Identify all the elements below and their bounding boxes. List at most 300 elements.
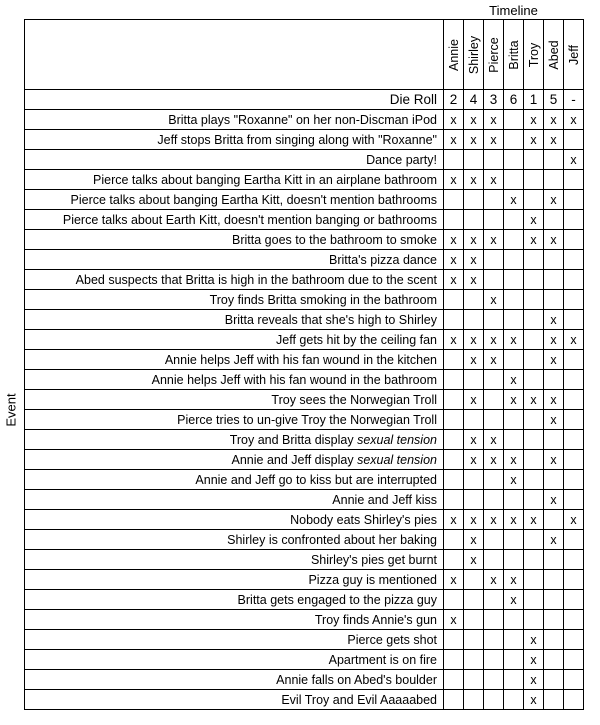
event-mark: x bbox=[504, 390, 524, 410]
event-row bbox=[25, 170, 584, 190]
empty-cell bbox=[544, 590, 564, 610]
empty-cell bbox=[504, 410, 524, 430]
empty-cell bbox=[544, 630, 564, 650]
event-mark: x bbox=[444, 270, 464, 290]
empty-cell bbox=[484, 150, 504, 170]
event-row bbox=[25, 190, 584, 210]
empty-cell bbox=[504, 550, 524, 570]
empty-cell bbox=[564, 310, 584, 330]
empty-cell bbox=[504, 630, 524, 650]
empty-cell bbox=[484, 670, 504, 690]
column-header-jeff bbox=[564, 20, 584, 90]
event-label: Annie and Jeff display sexual tension bbox=[25, 450, 444, 470]
event-row bbox=[25, 230, 584, 250]
empty-cell bbox=[564, 470, 584, 490]
empty-cell bbox=[484, 650, 504, 670]
empty-cell bbox=[464, 570, 484, 590]
empty-cell bbox=[464, 590, 484, 610]
event-row bbox=[25, 650, 584, 670]
empty-cell bbox=[504, 430, 524, 450]
event-mark: x bbox=[524, 110, 544, 130]
empty-cell bbox=[464, 410, 484, 430]
event-mark: x bbox=[504, 570, 524, 590]
event-mark: x bbox=[544, 330, 564, 350]
die-roll-value: 5 bbox=[544, 90, 564, 110]
event-mark: x bbox=[484, 110, 504, 130]
empty-cell bbox=[464, 630, 484, 650]
empty-cell bbox=[504, 290, 524, 310]
empty-cell bbox=[564, 350, 584, 370]
column-header-pierce bbox=[484, 20, 504, 90]
empty-cell bbox=[484, 270, 504, 290]
empty-cell bbox=[564, 450, 584, 470]
empty-cell bbox=[504, 690, 524, 710]
event-row bbox=[25, 310, 584, 330]
empty-cell bbox=[444, 150, 464, 170]
empty-cell bbox=[564, 390, 584, 410]
event-label: Britta plays "Roxanne" on her non-Discman iPod bbox=[25, 110, 444, 130]
event-row bbox=[25, 590, 584, 610]
event-label: Troy and Britta display sexual tension bbox=[25, 430, 444, 450]
empty-cell bbox=[544, 370, 564, 390]
column-header-troy bbox=[524, 20, 544, 90]
empty-cell bbox=[544, 650, 564, 670]
empty-cell bbox=[484, 530, 504, 550]
empty-cell bbox=[464, 310, 484, 330]
empty-cell bbox=[504, 210, 524, 230]
event-mark: x bbox=[464, 230, 484, 250]
event-mark: x bbox=[504, 510, 524, 530]
empty-cell bbox=[504, 650, 524, 670]
empty-cell bbox=[564, 270, 584, 290]
column-header-annie bbox=[444, 20, 464, 90]
column-header-row bbox=[25, 20, 584, 90]
empty-cell bbox=[524, 270, 544, 290]
event-mark: x bbox=[524, 130, 544, 150]
column-header-label: Troy bbox=[526, 42, 541, 67]
event-label: Troy finds Britta smoking in the bathroom bbox=[25, 290, 444, 310]
empty-cell bbox=[444, 630, 464, 650]
die-roll-value: 1 bbox=[524, 90, 544, 110]
empty-cell bbox=[524, 410, 544, 430]
event-row bbox=[25, 350, 584, 370]
empty-cell bbox=[484, 590, 504, 610]
event-label: Pierce talks about Earth Kitt, doesn't mention banging or bathrooms bbox=[25, 210, 444, 230]
empty-cell bbox=[564, 530, 584, 550]
empty-cell bbox=[544, 170, 564, 190]
timeline-title: Timeline bbox=[489, 3, 538, 18]
event-label: Britta's pizza dance bbox=[25, 250, 444, 270]
empty-cell bbox=[564, 670, 584, 690]
empty-cell bbox=[544, 670, 564, 690]
event-label: Evil Troy and Evil Aaaaabed bbox=[25, 690, 444, 710]
empty-cell bbox=[464, 690, 484, 710]
event-row bbox=[25, 550, 584, 570]
empty-cell bbox=[524, 370, 544, 390]
empty-cell bbox=[504, 350, 524, 370]
event-mark: x bbox=[444, 610, 464, 630]
empty-cell bbox=[544, 270, 564, 290]
empty-cell bbox=[524, 190, 544, 210]
empty-cell bbox=[484, 210, 504, 230]
empty-cell bbox=[564, 250, 584, 270]
empty-cell bbox=[504, 610, 524, 630]
event-mark: x bbox=[544, 390, 564, 410]
event-mark: x bbox=[504, 190, 524, 210]
event-row bbox=[25, 370, 584, 390]
event-mark: x bbox=[504, 590, 524, 610]
event-mark: x bbox=[464, 330, 484, 350]
event-mark: x bbox=[524, 390, 544, 410]
empty-cell bbox=[544, 610, 564, 630]
event-mark: x bbox=[464, 550, 484, 570]
event-label: Jeff gets hit by the ceiling fan bbox=[25, 330, 444, 350]
empty-cell bbox=[504, 250, 524, 270]
empty-cell bbox=[504, 490, 524, 510]
event-row bbox=[25, 410, 584, 430]
empty-cell bbox=[524, 330, 544, 350]
empty-cell bbox=[504, 110, 524, 130]
event-label: Britta gets engaged to the pizza guy bbox=[25, 590, 444, 610]
event-row bbox=[25, 290, 584, 310]
event-mark: x bbox=[464, 110, 484, 130]
event-mark: x bbox=[544, 410, 564, 430]
event-mark: x bbox=[444, 110, 464, 130]
empty-cell bbox=[444, 370, 464, 390]
event-mark: x bbox=[544, 310, 564, 330]
event-row bbox=[25, 630, 584, 650]
empty-cell bbox=[544, 470, 564, 490]
empty-cell bbox=[504, 530, 524, 550]
event-mark: x bbox=[444, 330, 464, 350]
empty-cell bbox=[444, 350, 464, 370]
event-mark: x bbox=[484, 350, 504, 370]
event-row bbox=[25, 670, 584, 690]
event-mark: x bbox=[444, 230, 464, 250]
event-mark: x bbox=[444, 170, 464, 190]
empty-cell bbox=[484, 310, 504, 330]
event-mark: x bbox=[544, 490, 564, 510]
event-row bbox=[25, 210, 584, 230]
column-header-label: Britta bbox=[506, 39, 521, 70]
empty-cell bbox=[464, 370, 484, 390]
empty-cell bbox=[504, 170, 524, 190]
empty-cell bbox=[484, 630, 504, 650]
event-mark: x bbox=[484, 290, 504, 310]
empty-cell bbox=[544, 690, 564, 710]
empty-cell bbox=[524, 430, 544, 450]
column-header-label: Jeff bbox=[566, 44, 581, 65]
empty-cell bbox=[444, 690, 464, 710]
empty-cell bbox=[564, 290, 584, 310]
empty-cell bbox=[524, 590, 544, 610]
event-row bbox=[25, 450, 584, 470]
event-row bbox=[25, 110, 584, 130]
event-row bbox=[25, 690, 584, 710]
empty-cell bbox=[564, 210, 584, 230]
empty-cell bbox=[564, 570, 584, 590]
event-mark: x bbox=[464, 270, 484, 290]
empty-cell bbox=[524, 250, 544, 270]
table-body bbox=[25, 90, 584, 710]
event-label: Jeff stops Britta from singing along with "Roxanne" bbox=[25, 130, 444, 150]
event-label: Pierce tries to un-give Troy the Norwegian Troll bbox=[25, 410, 444, 430]
event-mark: x bbox=[504, 450, 524, 470]
empty-cell bbox=[564, 430, 584, 450]
empty-cell bbox=[544, 510, 564, 530]
event-row bbox=[25, 330, 584, 350]
event-label: Britta goes to the bathroom to smoke bbox=[25, 230, 444, 250]
event-mark: x bbox=[544, 130, 564, 150]
column-header-abed bbox=[544, 20, 564, 90]
empty-cell bbox=[564, 410, 584, 430]
event-mark: x bbox=[544, 530, 564, 550]
event-mark: x bbox=[464, 130, 484, 150]
event-label: Troy sees the Norwegian Troll bbox=[25, 390, 444, 410]
empty-cell bbox=[464, 150, 484, 170]
empty-cell bbox=[464, 190, 484, 210]
empty-cell bbox=[524, 170, 544, 190]
die-roll-value: 4 bbox=[464, 90, 484, 110]
event-label: Pierce gets shot bbox=[25, 630, 444, 650]
column-header-label: Abed bbox=[546, 39, 561, 70]
empty-cell bbox=[444, 310, 464, 330]
empty-cell bbox=[484, 410, 504, 430]
event-mark: x bbox=[464, 450, 484, 470]
die-roll-value: 6 bbox=[504, 90, 524, 110]
empty-cell bbox=[504, 150, 524, 170]
empty-cell bbox=[444, 650, 464, 670]
event-mark: x bbox=[484, 230, 504, 250]
empty-cell bbox=[484, 470, 504, 490]
empty-cell bbox=[464, 470, 484, 490]
event-row bbox=[25, 570, 584, 590]
event-mark: x bbox=[524, 630, 544, 650]
empty-cell bbox=[444, 590, 464, 610]
event-row bbox=[25, 530, 584, 550]
event-mark: x bbox=[464, 390, 484, 410]
event-mark: x bbox=[504, 470, 524, 490]
event-mark: x bbox=[524, 510, 544, 530]
die-roll-value: 2 bbox=[444, 90, 464, 110]
event-mark: x bbox=[524, 650, 544, 670]
empty-cell bbox=[504, 310, 524, 330]
empty-cell bbox=[504, 130, 524, 150]
empty-cell bbox=[444, 490, 464, 510]
empty-cell bbox=[464, 210, 484, 230]
event-mark: x bbox=[544, 190, 564, 210]
event-label: Annie falls on Abed's boulder bbox=[25, 670, 444, 690]
empty-cell bbox=[524, 470, 544, 490]
event-mark: x bbox=[564, 110, 584, 130]
empty-cell bbox=[544, 150, 564, 170]
empty-cell bbox=[524, 450, 544, 470]
event-row bbox=[25, 270, 584, 290]
empty-cell bbox=[524, 550, 544, 570]
empty-cell bbox=[564, 490, 584, 510]
event-label: Troy finds Annie's gun bbox=[25, 610, 444, 630]
event-label: Shirley is confronted about her baking bbox=[25, 530, 444, 550]
timeline-table bbox=[24, 19, 584, 710]
event-mark: x bbox=[544, 110, 564, 130]
event-mark: x bbox=[504, 330, 524, 350]
empty-cell bbox=[484, 190, 504, 210]
event-mark: x bbox=[464, 350, 484, 370]
event-row bbox=[25, 490, 584, 510]
event-label: Pierce talks about banging Eartha Kitt, doesn't mention bathrooms bbox=[25, 190, 444, 210]
event-mark: x bbox=[484, 170, 504, 190]
empty-cell bbox=[504, 230, 524, 250]
empty-cell bbox=[504, 670, 524, 690]
event-label: Shirley's pies get burnt bbox=[25, 550, 444, 570]
event-mark: x bbox=[444, 130, 464, 150]
empty-cell bbox=[564, 590, 584, 610]
empty-cell bbox=[524, 350, 544, 370]
empty-cell bbox=[444, 450, 464, 470]
empty-cell bbox=[524, 530, 544, 550]
empty-cell bbox=[444, 550, 464, 570]
empty-cell bbox=[444, 530, 464, 550]
event-mark: x bbox=[484, 570, 504, 590]
empty-cell bbox=[544, 550, 564, 570]
die-roll-row bbox=[25, 90, 584, 110]
empty-cell bbox=[444, 210, 464, 230]
empty-cell bbox=[544, 210, 564, 230]
event-mark: x bbox=[444, 510, 464, 530]
event-label: Dance party! bbox=[25, 150, 444, 170]
empty-cell bbox=[444, 190, 464, 210]
empty-cell bbox=[524, 610, 544, 630]
empty-cell bbox=[524, 310, 544, 330]
event-label: Apartment is on fire bbox=[25, 650, 444, 670]
empty-cell bbox=[444, 410, 464, 430]
event-mark: x bbox=[464, 250, 484, 270]
event-label: Annie helps Jeff with his fan wound in the bathroom bbox=[25, 370, 444, 390]
empty-cell bbox=[484, 550, 504, 570]
event-mark: x bbox=[504, 370, 524, 390]
event-axis-label bbox=[4, 380, 18, 440]
event-row bbox=[25, 150, 584, 170]
empty-cell bbox=[544, 430, 564, 450]
empty-cell bbox=[564, 610, 584, 630]
empty-cell bbox=[484, 490, 504, 510]
event-label: Britta reveals that she's high to Shirley bbox=[25, 310, 444, 330]
empty-cell bbox=[484, 610, 504, 630]
event-mark: x bbox=[484, 510, 504, 530]
empty-cell bbox=[564, 370, 584, 390]
empty-cell bbox=[524, 570, 544, 590]
column-header-shirley bbox=[464, 20, 484, 90]
empty-cell bbox=[564, 690, 584, 710]
event-mark: x bbox=[544, 350, 564, 370]
event-mark: x bbox=[484, 430, 504, 450]
empty-cell bbox=[564, 550, 584, 570]
empty-cell bbox=[444, 470, 464, 490]
empty-cell bbox=[464, 670, 484, 690]
event-mark: x bbox=[484, 130, 504, 150]
empty-cell bbox=[484, 250, 504, 270]
event-mark: x bbox=[564, 510, 584, 530]
event-row bbox=[25, 130, 584, 150]
event-label: Annie and Jeff go to kiss but are interrupted bbox=[25, 470, 444, 490]
empty-cell bbox=[564, 650, 584, 670]
empty-cell bbox=[484, 390, 504, 410]
empty-cell bbox=[564, 630, 584, 650]
event-mark: x bbox=[444, 570, 464, 590]
empty-cell bbox=[544, 250, 564, 270]
header-corner bbox=[25, 20, 444, 90]
event-mark: x bbox=[464, 430, 484, 450]
empty-cell bbox=[444, 430, 464, 450]
event-label: Annie and Jeff kiss bbox=[25, 490, 444, 510]
empty-cell bbox=[544, 570, 564, 590]
empty-cell bbox=[464, 490, 484, 510]
empty-cell bbox=[524, 150, 544, 170]
event-mark: x bbox=[544, 230, 564, 250]
empty-cell bbox=[484, 370, 504, 390]
empty-cell bbox=[524, 290, 544, 310]
event-mark: x bbox=[464, 170, 484, 190]
event-row bbox=[25, 470, 584, 490]
empty-cell bbox=[564, 170, 584, 190]
column-header-label: Annie bbox=[446, 38, 461, 71]
event-mark: x bbox=[524, 690, 544, 710]
die-roll-value: 3 bbox=[484, 90, 504, 110]
die-roll-value: - bbox=[564, 90, 584, 110]
empty-cell bbox=[544, 290, 564, 310]
event-mark: x bbox=[544, 450, 564, 470]
event-mark: x bbox=[524, 670, 544, 690]
empty-cell bbox=[504, 270, 524, 290]
event-row bbox=[25, 390, 584, 410]
event-row bbox=[25, 430, 584, 450]
empty-cell bbox=[444, 390, 464, 410]
event-label: Abed suspects that Britta is high in the bathroom due to the scent bbox=[25, 270, 444, 290]
event-mark: x bbox=[484, 330, 504, 350]
event-mark: x bbox=[524, 210, 544, 230]
event-label: Pierce talks about banging Eartha Kitt in an airplane bathroom bbox=[25, 170, 444, 190]
event-label: Annie helps Jeff with his fan wound in the kitchen bbox=[25, 350, 444, 370]
event-mark: x bbox=[464, 510, 484, 530]
empty-cell bbox=[464, 290, 484, 310]
event-axis-text: Event bbox=[3, 393, 19, 427]
column-header-label: Pierce bbox=[486, 36, 501, 73]
event-mark: x bbox=[564, 150, 584, 170]
empty-cell bbox=[464, 610, 484, 630]
empty-cell bbox=[564, 190, 584, 210]
event-label: Nobody eats Shirley's pies bbox=[25, 510, 444, 530]
event-mark: x bbox=[524, 230, 544, 250]
empty-cell bbox=[524, 490, 544, 510]
event-mark: x bbox=[564, 330, 584, 350]
event-mark: x bbox=[444, 250, 464, 270]
event-mark: x bbox=[484, 450, 504, 470]
empty-cell bbox=[564, 130, 584, 150]
empty-cell bbox=[484, 690, 504, 710]
empty-cell bbox=[564, 230, 584, 250]
column-header-britta bbox=[504, 20, 524, 90]
event-row bbox=[25, 510, 584, 530]
event-label: Pizza guy is mentioned bbox=[25, 570, 444, 590]
event-mark: x bbox=[464, 530, 484, 550]
empty-cell bbox=[464, 650, 484, 670]
die-roll-label: Die Roll bbox=[25, 90, 444, 110]
event-row bbox=[25, 610, 584, 630]
empty-cell bbox=[444, 670, 464, 690]
column-header-label: Shirley bbox=[466, 35, 481, 74]
event-row bbox=[25, 250, 584, 270]
empty-cell bbox=[444, 290, 464, 310]
